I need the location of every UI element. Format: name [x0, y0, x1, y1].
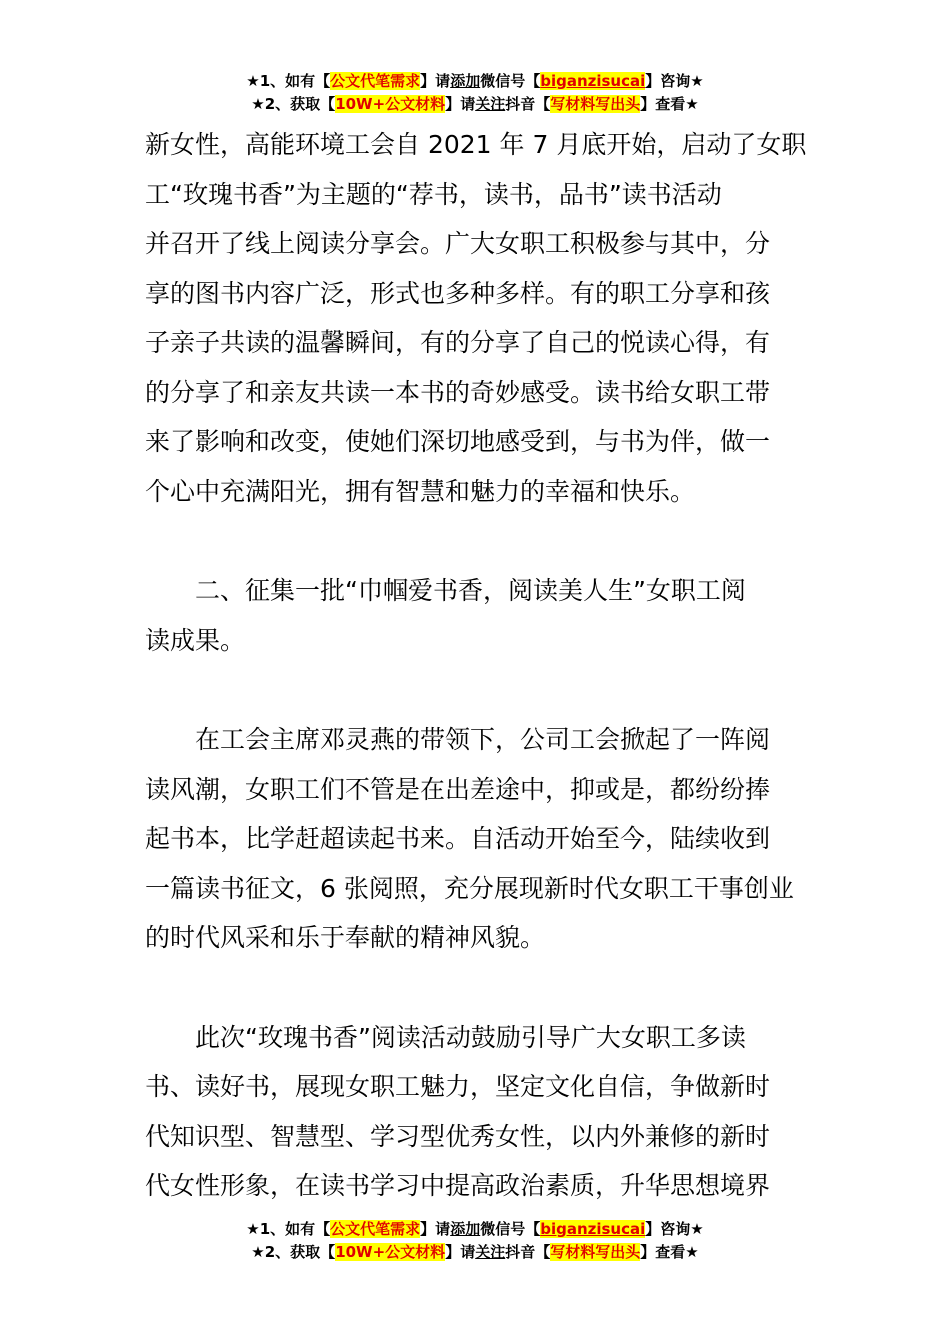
banner-text: 微信号【	[480, 1220, 541, 1238]
document-body	[145, 120, 807, 1211]
paragraph-4	[145, 1013, 807, 1211]
text-line: 代知识型、智慧型、学习型优秀女性，以内外兼修的新时	[145, 1121, 771, 1151]
banner-text: 添加	[450, 1220, 481, 1238]
text-line: 享的图书内容广泛，形式也多种多样。有的职工分享和孩	[145, 278, 771, 308]
banner-text: ★1、如有【	[246, 1220, 331, 1238]
banner-text: 】查看★	[640, 1243, 699, 1261]
highlight-service: 公文代笔需求	[330, 72, 421, 90]
banner-text: ★1、如有【	[246, 72, 331, 90]
paragraph-3	[145, 715, 807, 963]
highlight-wechat-id: biganzisucai	[540, 72, 646, 90]
banner-text: 添加	[450, 72, 481, 90]
banner-text: 微信号【	[480, 72, 541, 90]
text-line: 此次“玫瑰书香”阅读活动鼓励引导广大女职工多读	[195, 1022, 746, 1052]
banner-line-2	[0, 93, 950, 116]
text-line: 二、征集一批“巾帼爱书香，阅读美人生”女职工阅	[195, 576, 746, 605]
footer-banner	[0, 1218, 950, 1264]
banner-text: 】请	[420, 72, 451, 90]
text-line: 在工会主席邓灵燕的带领下，公司工会掀起了一阵阅	[195, 725, 771, 754]
banner-text: 】请	[420, 1220, 451, 1238]
text-line: 子亲子共读的温馨瞬间，有的分享了自己的悦读心得，有	[145, 328, 771, 357]
highlight-materials: 10W+公文材料	[335, 1243, 446, 1261]
banner-line-1	[0, 70, 950, 93]
text-line: 读风潮，女职工们不管是在出差途中，抑或是，都纷纷捧	[145, 774, 771, 804]
text-line: 书、读好书，展现女职工魅力，坚定文化自信，争做新时	[145, 1072, 771, 1101]
text-line: 个心中充满阳光，拥有智慧和魅力的幸福和快乐。	[145, 476, 696, 506]
highlight-wechat-id: biganzisucai	[540, 1220, 646, 1238]
banner-text: 抖音【	[505, 95, 551, 113]
banner-text: ★2、获取【	[251, 95, 336, 113]
header-banner	[0, 70, 950, 116]
banner-text: 】咨询★	[645, 72, 704, 90]
paragraph-2-heading	[145, 566, 807, 665]
text-line: 一篇读书征文，6 张阅照，充分展现新时代女职工干事创业	[145, 873, 794, 903]
text-line: 工“玫瑰书香”为主题的“荐书，读书，品书”读书活动	[145, 179, 722, 209]
text-line: 来了影响和改变，使她们深切地感受到，与书为伴，做一	[145, 427, 771, 456]
banner-text: 】请	[445, 95, 476, 113]
text-line: 的分享了和亲友共读一本书的奇妙感受。读书给女职工带	[145, 377, 771, 407]
banner-text: ★2、获取【	[251, 1243, 336, 1261]
banner-text: 抖音【	[505, 1243, 551, 1261]
text-line: 新女性，高能环境工会自 2021 年 7 月底开始，启动了女职	[145, 130, 807, 159]
banner-text: 关注	[475, 1243, 506, 1261]
highlight-douyin: 写材料写出头	[550, 95, 641, 113]
text-line: 并召开了线上阅读分享会。广大女职工积极参与其中，分	[145, 229, 771, 258]
banner-line-1	[0, 1218, 950, 1241]
highlight-service: 公文代笔需求	[330, 1220, 421, 1238]
text-line: 起书本，比学赶超读起书来。自活动开始至今，陆续收到	[145, 824, 771, 853]
banner-line-2	[0, 1241, 950, 1264]
highlight-materials: 10W+公文材料	[335, 95, 446, 113]
paragraph-1	[145, 120, 807, 516]
banner-text: 】查看★	[640, 95, 699, 113]
text-line: 的时代风采和乐于奉献的精神风貌。	[145, 923, 546, 952]
highlight-douyin: 写材料写出头	[550, 1243, 641, 1261]
banner-text: 】咨询★	[645, 1220, 704, 1238]
banner-text: 】请	[445, 1243, 476, 1261]
banner-text: 关注	[475, 95, 506, 113]
text-line: 代女性形象，在读书学习中提高政治素质，升华思想境界	[145, 1171, 771, 1200]
text-line: 读成果。	[145, 625, 246, 655]
